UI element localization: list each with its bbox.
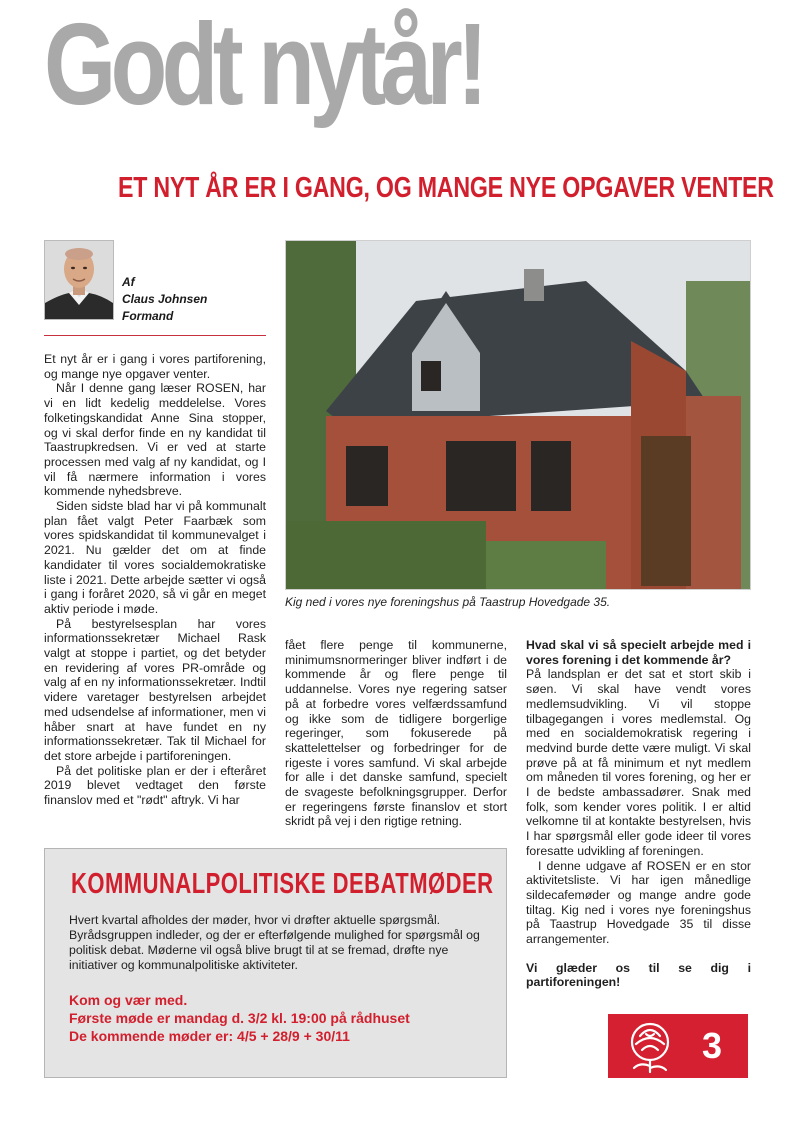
paragraph: I denne udgave af ROSEN er en stor aktivitetsliste. Vi har igen månedlige sildecafemøder og mange andre gode tiltag. Kig ned i vores nye foreningshus på Taastrup Hovedgade 35 til disse arrangementer. (526, 858, 751, 947)
photo-caption: Kig ned i vores nye foreningshus på Taastrup Hovedgade 35. (285, 595, 611, 609)
byline-divider (44, 335, 266, 336)
masthead-title: Godt nytår! (44, 0, 483, 129)
byline-role: Formand (122, 309, 174, 323)
article-subhead: ET NYT ÅR ER I GANG, OG MANGE NYE OPGAVER VENTER (118, 172, 774, 204)
closing-line: Vi glæder os til se dig i partiforeningen! (526, 960, 751, 990)
article-column-3 (526, 638, 751, 990)
author-portrait (44, 240, 114, 320)
debate-meetings-box (44, 848, 507, 1078)
paragraph: Siden sidste blad har vi på kommunalt plan fået valgt Peter Faarbæk som vores spidskandidat til kommunevalget i 2021. Nu gælder det om at finde kandidater til vores socialdemokratiske liste i 2021. Dette arbejde sætter vi også i gang i foråret 2020, så vi går en meget aktiv periode i møde. (44, 499, 266, 616)
rose-logo-icon (618, 1020, 682, 1074)
box-title: KOMMUNALPOLITISKE DEBATMØDER (71, 868, 494, 900)
author-photo-icon (45, 241, 113, 319)
article-column-2 (285, 638, 507, 829)
page-number-badge (608, 1014, 748, 1078)
box-body: Hvert kvartal afholdes der møder, hvor vi drøfter aktuelle spørgsmål. Byrådsgruppen indleder, og der er efterfølgende mulighed for spørgsmål og politisk debat. Møderne vil også blive brugt til at se fremad, drøfte nye initiativer og kommunalpolitiske aktiviteter. (69, 913, 480, 972)
paragraph: Når I denne gang læser ROSEN, har vi en lidt kedelig meddelelse. Vores folketingskandidat Anne Sina stopper, og vi skal derfor finde en ny kandidat til Taastrupkredsen. Vi er ved at starte processen med valg af ny kandidat, og I vil få nærmere information i vores kommende nyhedsbreve. (44, 381, 266, 499)
house-photo (285, 240, 751, 590)
byline (122, 274, 207, 325)
article-column-1 (44, 352, 266, 808)
paragraph: Et nyt år er i gang i vores partiforening, og mange nye opgaver venter. (44, 352, 266, 381)
house-photo-icon (286, 241, 750, 589)
cta-line: Kom og vær med. (69, 992, 188, 1008)
paragraph: På bestyrelsesplan har vores informationssekretær Michael Rask valgt at stoppe i partiet, og det betyder en revidering af vores PR-område og valg af en ny informationssekretær. Indtil videre varetager bestyrelsen arbejdet med udsendelse af informationer, men vi håber snart at have fundet en ny informationssekretær. Tak til Michael for det store arbejde i partiforeningen. (44, 616, 266, 763)
cta-line: Første møde er mandag d. 3/2 kl. 19:00 på rådhuset (69, 1010, 410, 1026)
paragraph: fået flere penge til kommunerne, minimumsnormeringer bliver indført i de kommende år og flere penge til uddannelse. Vores nye regering satser på at forbedre vores velfærdssamfund og ikke som de tidligere borgerlige regeringer, som fokuserede på skattelettelser og forbedringer for de rigeste i vores samfund. Vi skal arbejde for alle i det danske samfund, specielt de svageste befolkningsgrupper. Derfor er regeringens første finanslov et stort skridt på vej i den rigtige retning. (285, 638, 507, 829)
box-call-to-action (69, 991, 499, 1045)
paragraph: På landsplan er det sat et stort skib i søen. Vi skal have vendt vores medlemsudvikling. Vi vil stoppe tilbagegangen i vores medlemstal. Og med en socialdemokratisk regering i medvind burde dette være muligt. Vi skal prøve på at få minimum et nyt medlem om måneden til vores forening, og her er I de bedste ambassadører. Snak med folk, som kender vores politik. I er altid velkomne til at kontakte bestyrelsen, hvis I har spørgsmål eller gode ideer til vores foresatte udvikling af foreningen. (526, 667, 751, 858)
byline-prefix: Af (122, 275, 135, 289)
cta-line: De kommende møder er: 4/5 + 28/9 + 30/11 (69, 1028, 350, 1044)
paragraph: På det politiske plan er der i efteråret 2019 blevet vedtaget den første finanslov med et "rødt" aftryk. Vi har (44, 763, 266, 808)
page-number: 3 (702, 1025, 723, 1066)
section-question: Hvad skal vi så specielt arbejde med i vores forening i det kommende år? (526, 638, 751, 667)
byline-name: Claus Johnsen (122, 292, 208, 306)
